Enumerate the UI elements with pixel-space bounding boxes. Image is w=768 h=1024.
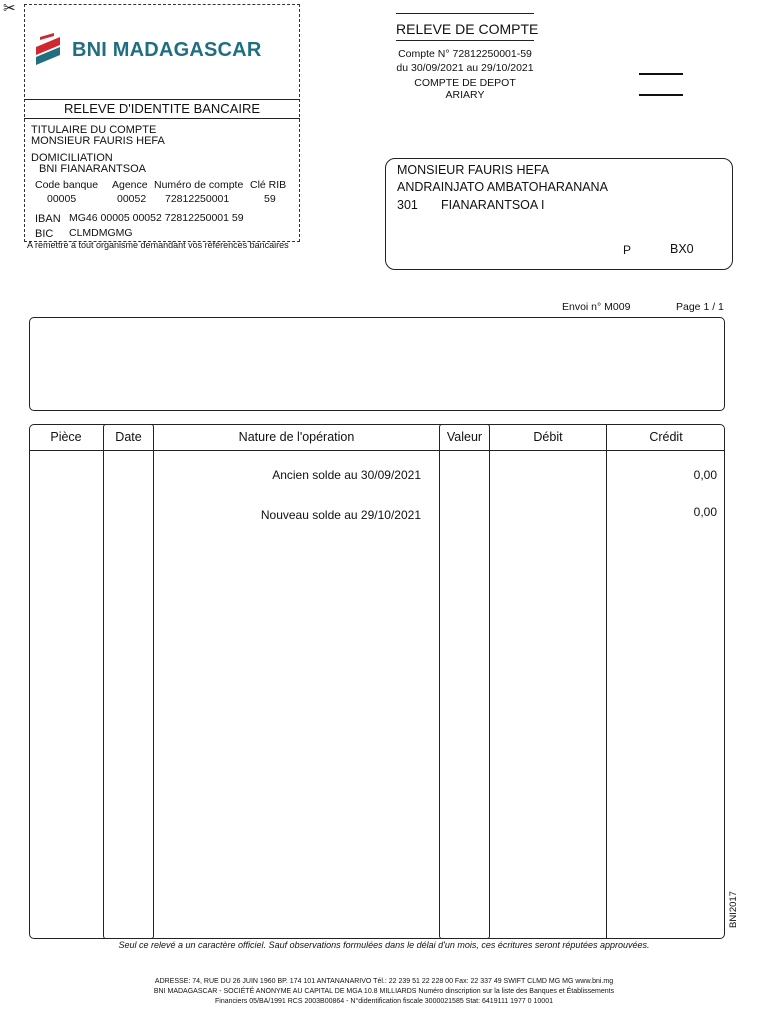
address-code-bx: BX0	[670, 242, 694, 256]
code-banque-value: 00005	[47, 193, 77, 205]
bank-logo-text: BNI MADAGASCAR	[72, 39, 262, 61]
column-header-date: Date	[115, 430, 142, 444]
mark-bar	[639, 73, 683, 75]
address-postal-code: 301	[397, 198, 418, 212]
address-street: ANDRAINJATO AMBATOHARANANA	[397, 180, 608, 194]
column-header-piece: Pièce	[50, 430, 82, 444]
column-header-nature: Nature de l'opération	[238, 430, 355, 444]
envoi-number: Envoi n° M009	[562, 301, 631, 313]
scissors-icon: ✂	[3, 0, 16, 17]
disclaimer: Seul ce relevé a un caractère officiel. Sauf observations formulées dans le délai d'un mois, ces écritures seront réputées approuvées.	[118, 940, 650, 950]
statement-title: RELEVE DE COMPTE	[396, 21, 539, 37]
numero-compte-header: Numéro de compte	[154, 179, 244, 191]
agence-header: Agence	[112, 179, 148, 191]
rib-divider	[24, 118, 300, 119]
titulaire-name: MONSIEUR FAURIS HEFA	[31, 135, 165, 147]
address-name: MONSIEUR FAURIS HEFA	[397, 163, 550, 177]
titulaire-label: TITULAIRE DU COMPTE	[31, 124, 157, 136]
bic-label: BIC	[35, 228, 54, 240]
table-header-divider	[29, 450, 725, 451]
footer-address: ADRESSE: 74, RUE DU 26 JUIN 1960 BP. 174 101 ANTANANARIVO Tél.: 22 239 51 22 228 00 Fax: 22 337 49 SWIFT CLMD MG MG www.bni.mg	[154, 978, 614, 985]
domiciliation-value: BNI FIANARANTSOA	[39, 163, 146, 175]
statement-period: du 30/09/2021 au 29/10/2021	[396, 62, 534, 74]
footer-registration: Financiers 05/BA/1991 RCS 2003B00864 - N°didentification fiscale 3000021585 Stat: 6419111 1977 0 10001	[214, 998, 553, 1005]
mark-bar	[639, 94, 683, 96]
bic-value: CLMDMGMG	[69, 227, 133, 239]
address-code-p: P	[623, 243, 632, 257]
row-credit: 0,00	[693, 468, 717, 482]
rib-title: RELEVE D'IDENTITE BANCAIRE	[63, 101, 261, 116]
domiciliation-label: DOMICILIATION	[31, 152, 113, 164]
account-type: COMPTE DE DEPOT	[414, 77, 516, 89]
iban-label: IBAN	[35, 213, 61, 225]
iban-value: MG46 00005 00052 72812250001 59	[69, 212, 244, 224]
column-header-credit: Crédit	[649, 430, 683, 444]
bni-logo-icon	[34, 33, 62, 71]
message-box	[29, 317, 725, 411]
column-header-valeur: Valeur	[446, 430, 483, 444]
column-header-debit: Débit	[533, 430, 563, 444]
header-rule	[396, 40, 534, 41]
form-code: BNI2017	[728, 891, 739, 928]
cle-rib-header: Clé RIB	[250, 179, 287, 191]
row-nature: Nouveau solde au 29/10/2021	[260, 508, 421, 522]
address-city: FIANARANTSOA I	[441, 198, 545, 212]
numero-compte-value: 72812250001	[165, 193, 230, 205]
header-rule	[396, 13, 534, 14]
date-column	[103, 424, 154, 939]
page-number: Page 1 / 1	[676, 301, 724, 313]
code-banque-header: Code banque	[35, 179, 99, 191]
footer-company: BNI MADAGASCAR - SOCIÉTÉ ANONYME AU CAPITAL DE MGA 10.8 MILLIARDS Numéro dinscription sur la liste des Banques et Établissements	[153, 988, 615, 995]
account-number: Compte N° 72812250001-59	[398, 48, 532, 60]
agence-value: 00052	[117, 193, 147, 205]
rib-divider	[24, 99, 300, 100]
column-divider	[606, 424, 607, 939]
cle-rib-value: 59	[264, 193, 276, 205]
account-currency: ARIARY	[445, 89, 485, 101]
row-nature: Ancien solde au 30/09/2021	[272, 468, 421, 482]
valeur-column	[439, 424, 490, 939]
rib-note: A remettre à tout organisme demandant vos références bancaires	[27, 240, 289, 250]
row-credit: 0,00	[693, 505, 717, 519]
